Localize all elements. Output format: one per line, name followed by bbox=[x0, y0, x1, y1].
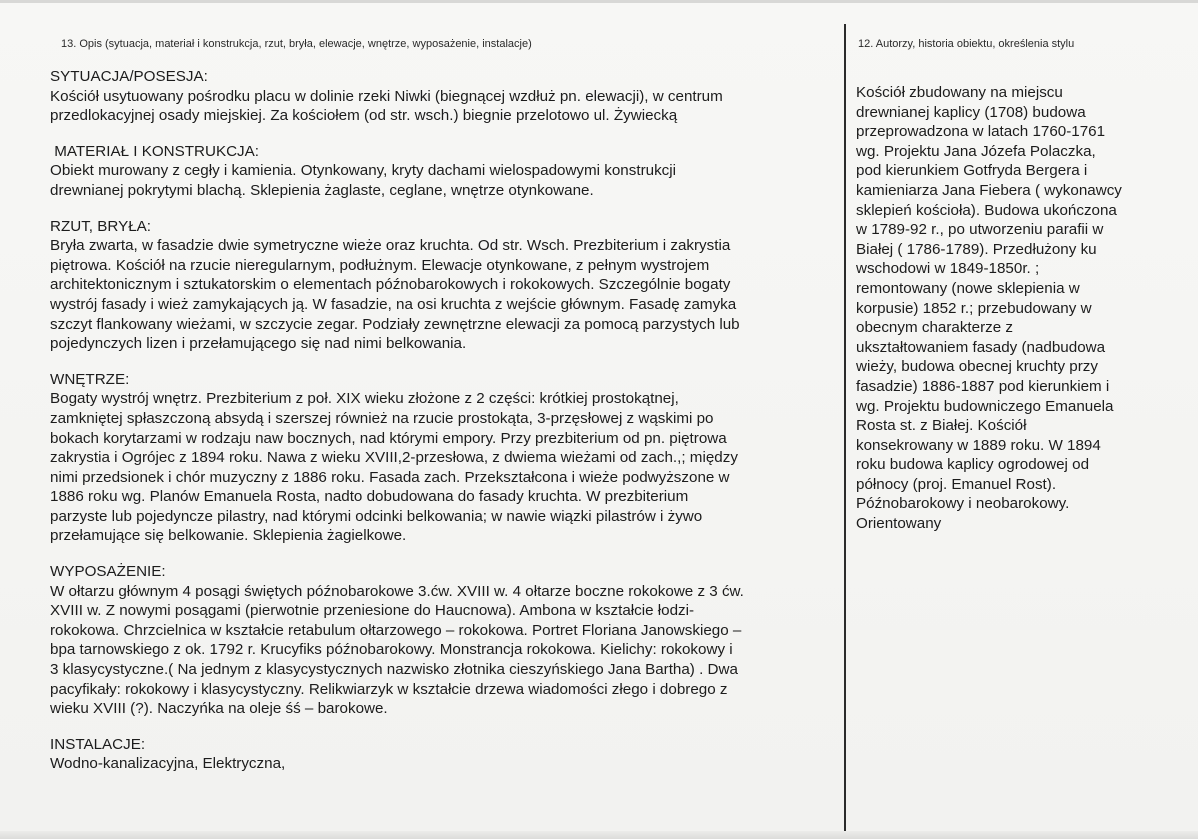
section-situation bbox=[50, 67, 840, 126]
section-heading: WYPOSAŻENIE: bbox=[50, 563, 166, 581]
section-material bbox=[50, 142, 840, 201]
section-text: Obiekt murowany z cegły i kamienia. Otynkowany, kryty dachami wielospadowymi konstrukcji drewnianej pokrytymi blachą. Sklepienia żaglaste, ceglane, wnętrze otynkowane. bbox=[50, 162, 677, 199]
section-heading: SYTUACJA/POSESJA: bbox=[50, 68, 208, 85]
history-text: Kościół zbudowany na miejscu drewnianej kaplicy (1708) budowa przeprowadzona w latach 1760-1761 wg. Projektu Jana Józefa Polaczka, pod kierunkiem Gotfryda Bergera i kamieniarza Jana Fiebera ( wykonawcy sklepień kościoła). Budowa ukończona w 1789-92 r., po utworzeniu parafii w Białej ( 1786-1789). Przedłużony ku wschodowi w 1849-1850r. ; remontowany (nowe sklepienia w korpusie) 1852 r.; przebudowany w obecnym charakterze z ukształtowaniem fasady (nadbudowa wieży, budowa obecnej kruchty przy fasadzie) 1886-1887 pod kierunkiem i wg. Projektu budowniczego Emanuela Rosta st. z Białej. Kościół konsekrowany w 1889 roku. W 1894 roku budowa kaplicy ogrodowej od północy (proj. Emanuel Rost). Późnobarokowy i neobarokowy. Orientowany bbox=[856, 84, 1122, 533]
section-text: Kościół usytuowany pośrodku placu w dolinie rzeki Niwki (biegnącej wzdłuż pn. elewacji), w centrum przedlokacyjnej osady miejskiej. Za kościołem (od str. wsch.) biegnie przelotowo ul. Żywiecką bbox=[50, 87, 723, 125]
description-column bbox=[50, 67, 840, 790]
section-furnishings bbox=[50, 562, 840, 719]
section-text: Wodno-kanalizacyjna, Elektryczna, bbox=[50, 755, 286, 773]
section-interior bbox=[50, 370, 840, 546]
column-divider bbox=[844, 24, 846, 834]
description-column-header: 13. Opis (sytuacja, materiał i konstrukcja, rzut, bryła, elewacje, wnętrze, wyposażenie, instalacje) bbox=[61, 38, 532, 50]
page-top-edge bbox=[0, 0, 1198, 3]
section-heading: MATERIAŁ I KONSTRUKCJA: bbox=[50, 142, 259, 160]
page-bottom-edge bbox=[0, 831, 1198, 839]
section-text: W ołtarzu głównym 4 posągi świętych późnobarokowe 3.ćw. XVIII w. 4 ołtarze boczne rokokowe z 3 ćw. XVIII w. Z nowymi posągami (pierwotnie przeniesione do Haucnowa). Ambona w kształcie łodzi- rokokowa. Chrzcielnica w kształcie retabulum ołtarzowego – rokokowa. Portret Floriana Janowskiego – bpa tarnowskiego z ok. 1792 r. Krucyfiks późnobarokowy. Monstrancja rokokowa. Kielichy: rokokowy i 3 klasycystyczne.( Na jednym z klasycystycznych nazwisko złotnika cieszyńskiego Jana Bartha) . Dwa pacyfikały: rokokowy i klasycystyczny. Relikwiarzyk w kształcie drzewa wiadomości złego i dobrego z wieku XVIII (?). Naczyńka na oleje śś – barokowe. bbox=[50, 582, 744, 718]
section-heading: WNĘTRZE: bbox=[50, 370, 130, 388]
section-plan bbox=[50, 217, 840, 354]
section-heading: INSTALACJE: bbox=[50, 735, 146, 753]
section-installations bbox=[50, 735, 840, 774]
section-text: Bryła zwarta, w fasadzie dwie symetryczne wieże oraz kruchta. Od str. Wsch. Prezbiterium i zakrystia piętrowa. Kościół na rzucie nieregularnym, podłużnym. Elewacje otynkowane, z pełnym wystrojem architektonicznym i sztukatorskim o elementach późnobarokowych i rokokowych. Szczególnie bogaty wystrój fasady i wież zamykających ją. W fasadzie, na osi kruchta z wejście głównym. Fasadę zamyka szczyt flankowany wieżami, w szczycie zegar. Podziały zewnętrzne elewacji za pomocą parzystych lub pojedynczych lizen i przełamującego się nad nimi belkowania. bbox=[50, 237, 740, 353]
history-column-header: 12. Autorzy, historia obiektu, określenia stylu bbox=[858, 38, 1075, 50]
section-heading: RZUT, BRYŁA: bbox=[50, 217, 151, 235]
section-text: Bogaty wystrój wnętrz. Prezbiterium z poł. XIX wieku złożone z 2 części: krótkiej prostokątnej, zamkniętej spłaszczoną absydą i szerszej również na rzucie prostokąta, 3-przęsłowej z wąskimi po bokach korytarzami w rodzaju naw bocznych, nad którymi empory. Przy prezbiterium od pn. piętrowa zakrystia i Ogrójec z 1894 roku. Nawa z wieku XVIII,2-przesłowa, z dwiema wieżami od zach.,; między nimi przedsionek i chór muzyczny z 1886 roku. Fasada zach. Przekształcona i wieże podwyższone w 1886 roku wg. Planów Emanuela Rosta, nadto dobudowana do fasady kruchta. W prezbiterium parzyste lub pojedyncze pilastry, nad którymi odcinki belkowania; w nawie wiązki pilastrów i żywo przełamujące się belkowanie. Sklepienia żagielkowe. bbox=[50, 390, 738, 545]
